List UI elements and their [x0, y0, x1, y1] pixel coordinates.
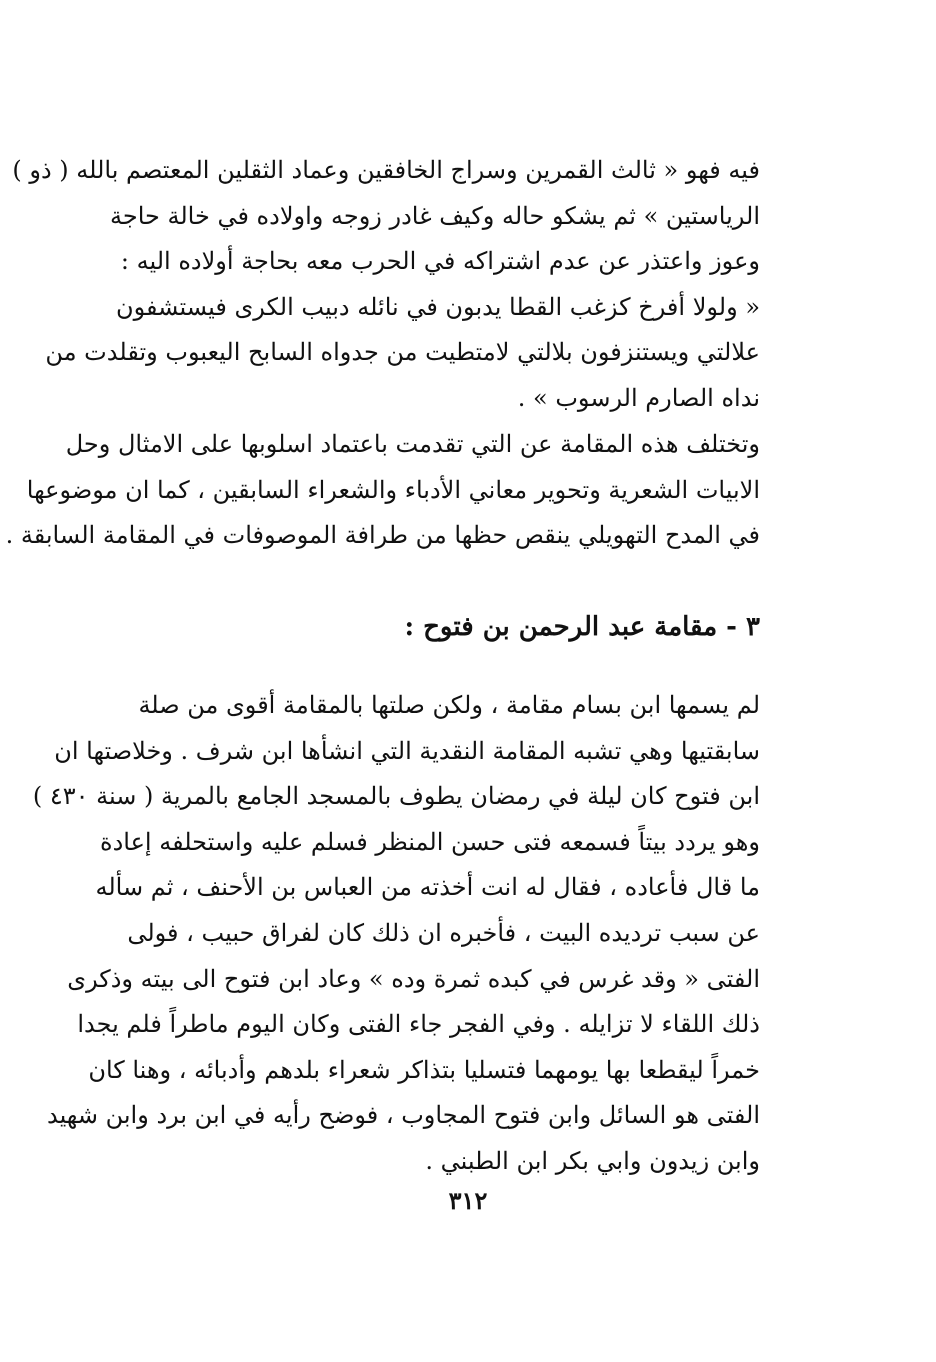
paragraph-3-line-2: سابقتيها وهي تشبه المقامة النقدية التي انشأها ابن شرف . وخلاصتها ان	[54, 736, 760, 765]
paragraph-3-line-7: الفتى « وقد غرس في كبده ثمرة وده » وعاد ابن فتوح الى بيته وذكرى	[67, 964, 760, 993]
paragraph-2-line-2: الابيات الشعرية وتحوير معاني الأدباء والشعراء السابقين ، كما ان موضوعها	[26, 475, 760, 504]
paragraph-1-line-2: الرياستين » ثم يشكو حاله وكيف غادر زوجه واولاده في خالة حاجة	[110, 201, 760, 230]
paragraph-1-line-6: نداه الصارم الرسوب » .	[517, 383, 760, 412]
paragraph-1-line-5: علالتي ويستنزفون بلالتي لامتطيت من جدواه السابح اليعبوب وتقلدت من	[45, 338, 760, 367]
paragraph-1	[12, 148, 760, 422]
paragraph-3-line-6: عن سبب ترديده البيت ، فأخبره ان ذلك كان لفراق حبيب ، فولى	[127, 918, 760, 947]
paragraph-3-line-11: وابن زيدون وابي بكر ابن الطبني .	[425, 1146, 760, 1175]
paragraph-3-line-10: الفتى هو السائل وابن فتوح المجاوب ، فوضح رأيه في ابن برد وابن شهيد	[46, 1101, 760, 1130]
paragraph-3	[32, 683, 760, 1185]
section-heading: ٣ - مقامة عبد الرحمن بن فتوح :	[404, 612, 760, 642]
paragraph-3-line-9: خمراً ليقطعا بها يومهما فتسليا بتذاكر شعراء بلدهم وأدبائه ، وهنا كان	[88, 1055, 760, 1084]
paragraph-1-line-1: فيه فهو « ثالث القمرين وسراج الخافقين وعماد الثقلين المعتصم بالله ( ذو )	[12, 156, 760, 184]
paragraph-1-line-3: وعوز واعتذر عن عدم اشتراكه في الحرب معه بحاجة أولاده اليه :	[120, 247, 760, 276]
paragraph-1-line-4: « ولولا أفرخ كزغب القطا يدبون في نائله دبيب الكرى فيستشفون	[115, 292, 760, 321]
paragraph-2-line-1: وتختلف هذه المقامة عن التي تقدمت باعتماد اسلوبها على الامثال وحل	[65, 430, 760, 458]
paragraph-3-line-1: لم يسمها ابن بسام مقامة ، ولكن صلتها بالمقامة أقوى من صلة	[138, 691, 760, 719]
page-number: ٣١٢	[448, 1186, 488, 1215]
paragraph-3-line-8: ذلك اللقاء لا تزايله . وفي الفجر جاء الفتى وكان اليوم ماطراً فلم يجدا	[77, 1010, 760, 1039]
paragraph-3-line-3: ابن فتوح كان ليلة في رمضان يطوف بالمسجد الجامع بالمرية ( سنة ٤٣٠ )	[32, 782, 760, 811]
paragraph-3-line-5: ما قال فأعاده ، فقال له انت أخذته من العباس بن الأحنف ، ثم سأله	[95, 873, 760, 902]
paragraph-2	[5, 422, 760, 559]
paragraph-2-line-3: في المدح التهويلي ينقص حظها من طرافة الموصوفات في المقامة السابقة .	[5, 521, 760, 550]
paragraph-3-line-4: وهو يردد بيتاً فسمعه فتى حسن المنظر فسلم عليه واستحلفه إعادة	[100, 827, 760, 856]
